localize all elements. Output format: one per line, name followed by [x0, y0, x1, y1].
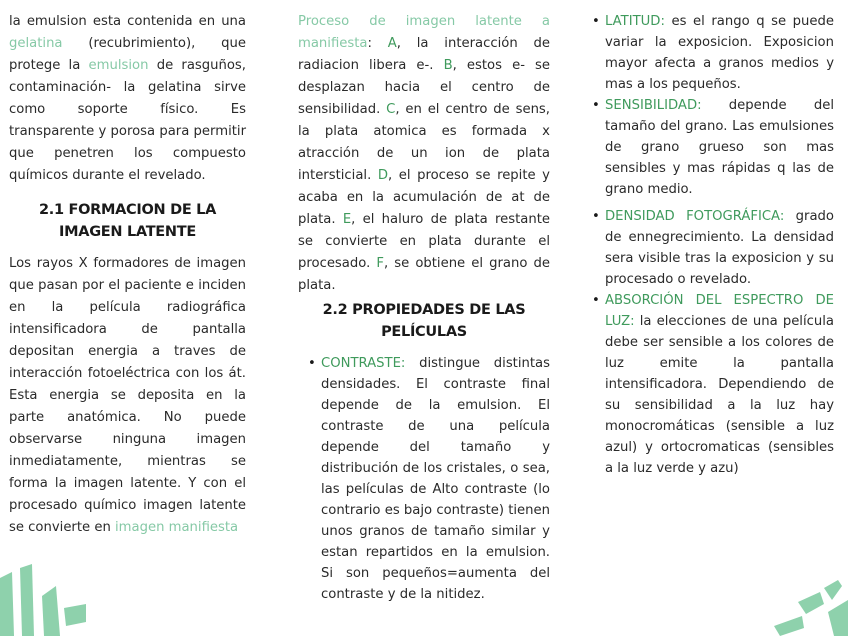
- step-d-text: , el proceso se repite y acaba en la acumulación de at de plata.: [298, 168, 550, 227]
- contraste-text: distingue distintas densidades. El contraste final depende de la emulsion. El contraste de una película depende del tamaño y distribución de los cristales, o sea, las películas de Alto contraste (lo contrario es bajo contraste) tienen unos granos de tamaño similar y estan repartidos en la emulsion. Si son pequeños=aumenta del contraste y de la nitidez.: [321, 356, 550, 602]
- step-f-text: , se obtiene el grano de plata.: [298, 256, 550, 293]
- latitud-text: es el rango q se puede variar la exposicion. Exposicion mayor afecta a granos medios y mas a los pequeños.: [605, 14, 834, 92]
- step-a-label: A: [387, 36, 397, 51]
- sensibilidad-text: depende del tamaño del grano. Las emulsiones de grano grueso son mas sensibles y mas rápidas q las de grano medio.: [605, 98, 834, 197]
- column-3: [590, 0, 834, 479]
- column-1: [9, 0, 246, 539]
- heading-film-properties: 2.2 PROPIEDADES DE LAS PELÍCULAS: [322, 302, 526, 340]
- ray-4: [64, 604, 86, 626]
- step-d-label: D: [377, 168, 388, 183]
- list-item-sensibilidad: [590, 95, 834, 200]
- list-item-contraste: [306, 353, 550, 605]
- latent-image-paragraph: [9, 253, 246, 539]
- ray-6: [798, 592, 824, 614]
- manifest-image-term: imagen manifiesta: [115, 520, 239, 535]
- densidad-text: grado de ennegrecimiento. La densidad sera visible tras la exposicion y su procesado o revelado.: [605, 209, 834, 287]
- ray-8: [828, 600, 848, 636]
- properties-list-2: [590, 11, 834, 479]
- ray-5: [774, 616, 804, 636]
- intro-text-3: de rasguños, contaminación- la gelatina sirve como soporte físico. Es transparente y porosa para permitir que penetren los compuesto químicos durante el revelado.: [9, 58, 246, 183]
- latent-image-text: Los rayos X formadores de imagen que pasan por el paciente e inciden en la película radiográfica intensificadora de pantalla depositan energia a traves de interacción fotoeléctrica con los át. Esta energia se deposita en la parte anatómica. No puede observarse ninguna imagen inmediatamente, mientras se forma la imagen latente. Y con el procesado químico imagen latente se convierte en: [9, 256, 246, 535]
- emulsion-intro-paragraph: [9, 11, 246, 187]
- ray-7: [824, 580, 842, 600]
- gelatina-term: gelatina: [9, 36, 63, 51]
- column-2: [298, 0, 550, 605]
- intro-text-1: la emulsion esta contenida en una: [9, 14, 246, 29]
- sensibilidad-label: SENSIBILIDAD:: [605, 98, 702, 113]
- ray-1: [0, 572, 14, 636]
- process-title: Proceso de imagen latente a manifiesta: [298, 14, 550, 51]
- ray-3: [42, 586, 60, 636]
- properties-list-1: [298, 353, 550, 605]
- list-item-latitud: [590, 11, 834, 95]
- sunburst-decoration-left: [0, 556, 100, 636]
- process-paragraph: [298, 11, 550, 297]
- step-f-label: F: [376, 256, 384, 271]
- ray-2: [20, 564, 34, 636]
- step-a-text: , la interacción de radiacion libera e-.: [298, 36, 550, 73]
- emulsion-term: emulsion: [88, 58, 149, 73]
- latitud-label: LATITUD:: [605, 14, 665, 29]
- sunburst-decoration-right: [768, 580, 848, 636]
- step-b-text: , estos e- se desplazan hacia el centro de sensibilidad.: [298, 58, 551, 117]
- absorcion-label: ABSORCIÓN DEL ESPECTRO DE LUZ:: [605, 293, 834, 329]
- heading-latent-image: 2.1 FORMACION DE LA IMAGEN LATENTE: [38, 202, 217, 240]
- contraste-label: CONTRASTE:: [321, 356, 406, 371]
- list-item-densidad: [590, 206, 834, 290]
- step-c-text: , en el centro de sens, la plata atomica es formada x atracción de un ion de plata intersticial.: [298, 102, 550, 183]
- densidad-label: DENSIDAD FOTOGRÁFICA:: [605, 209, 785, 224]
- step-b-label: B: [443, 58, 453, 73]
- list-item-absorcion: [590, 290, 834, 479]
- process-colon: :: [367, 36, 372, 51]
- absorcion-text: la elecciones de una película debe ser sensible a los colores de luz emite la pantalla intensificadora. Dependiendo de su sensibilidad a la luz hay monocromáticas (sensible a luz azul) y ortocromaticas (sensibles a la luz verde y azu): [605, 314, 834, 476]
- step-e-label: E: [342, 212, 352, 227]
- step-e-text: , el haluro de plata restante se convierte en plata durante el procesado.: [298, 212, 550, 271]
- intro-text-2: (recubrimiento), que protege la: [9, 36, 246, 73]
- step-c-label: C: [386, 102, 396, 117]
